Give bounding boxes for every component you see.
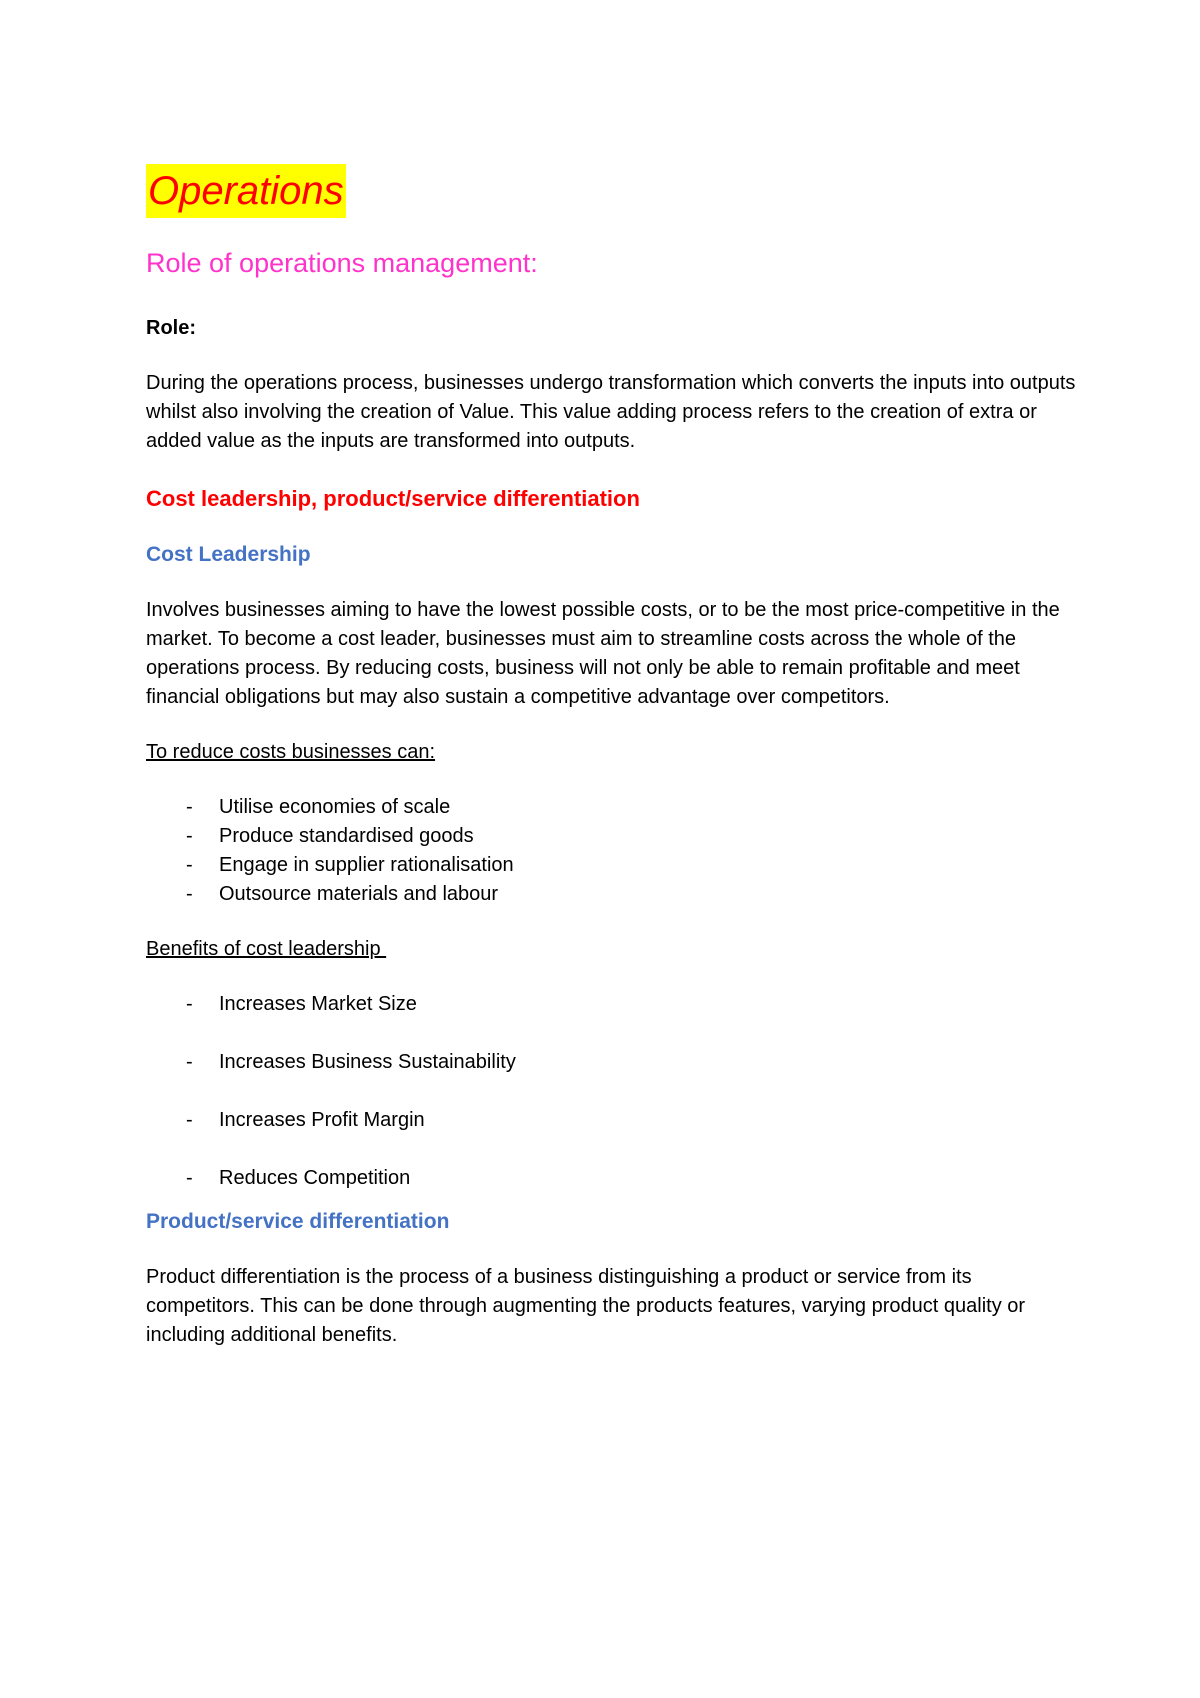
- list-item: [146, 793, 1076, 822]
- reduce-costs-heading: To reduce costs businesses can:: [146, 741, 436, 763]
- list-item-text: Reduces Competition: [219, 1167, 411, 1189]
- list-dash: -: [186, 1109, 193, 1131]
- list-dash: -: [186, 1167, 193, 1189]
- section-heading-role-of-operations: Role of operations management:: [146, 248, 538, 278]
- list-item-text: Increases Business Sustainability: [219, 1051, 516, 1073]
- role-paragraph: During the operations process, businesses undergo transformation which converts the inputs into outputs whilst also involving the creation of Value. This value adding process refers to the creation of extra or added value as the inputs are transformed into outputs.: [146, 372, 1076, 452]
- cost-leadership-paragraph: Involves businesses aiming to have the lowest possible costs, or to be the most price-competitive in the market. To become a cost leader, businesses must aim to streamline costs across the whole of the operations process. By reducing costs, business will not only be able to remain profitable and meet financial obligations but may also sustain a competitive advantage over competitors.: [146, 599, 1060, 708]
- subheading-product-service-differentiation: Product/service differentiation: [146, 1210, 450, 1233]
- list-item-text: Utilise economies of scale: [219, 796, 451, 818]
- list-item: [146, 851, 1076, 880]
- list-dash: -: [186, 796, 193, 818]
- role-label: Role:: [146, 317, 196, 339]
- section-heading-cost-leadership-differentiation: Cost leadership, product/service differentiation: [146, 486, 640, 511]
- list-item-text: Engage in supplier rationalisation: [219, 854, 514, 876]
- list-item-text: Increases Profit Margin: [219, 1109, 425, 1131]
- differentiation-paragraph: Product differentiation is the process of a business distinguishing a product or service from its competitors. This can be done through augmenting the products features, varying product quality or including additional benefits.: [146, 1266, 1026, 1346]
- list-item: [146, 822, 1076, 851]
- list-item: [146, 1164, 1076, 1193]
- list-item: [146, 880, 1076, 909]
- benefits-list: [146, 990, 1076, 1193]
- document-title: Operations: [146, 164, 346, 218]
- subheading-cost-leadership: Cost Leadership: [146, 543, 311, 566]
- document-content: [146, 164, 1076, 1350]
- benefits-heading: Benefits of cost leadership: [146, 938, 387, 960]
- list-item-text: Increases Market Size: [219, 993, 417, 1015]
- list-dash: -: [186, 854, 193, 876]
- list-dash: -: [186, 1051, 193, 1073]
- list-item-text: Outsource materials and labour: [219, 883, 499, 905]
- list-dash: -: [186, 825, 193, 847]
- list-item-text: Produce standardised goods: [219, 825, 474, 847]
- reduce-costs-list: [146, 793, 1076, 909]
- list-dash: -: [186, 883, 193, 905]
- list-item: [146, 1106, 1076, 1135]
- list-dash: -: [186, 993, 193, 1015]
- list-item: [146, 1048, 1076, 1077]
- list-item: [146, 990, 1076, 1019]
